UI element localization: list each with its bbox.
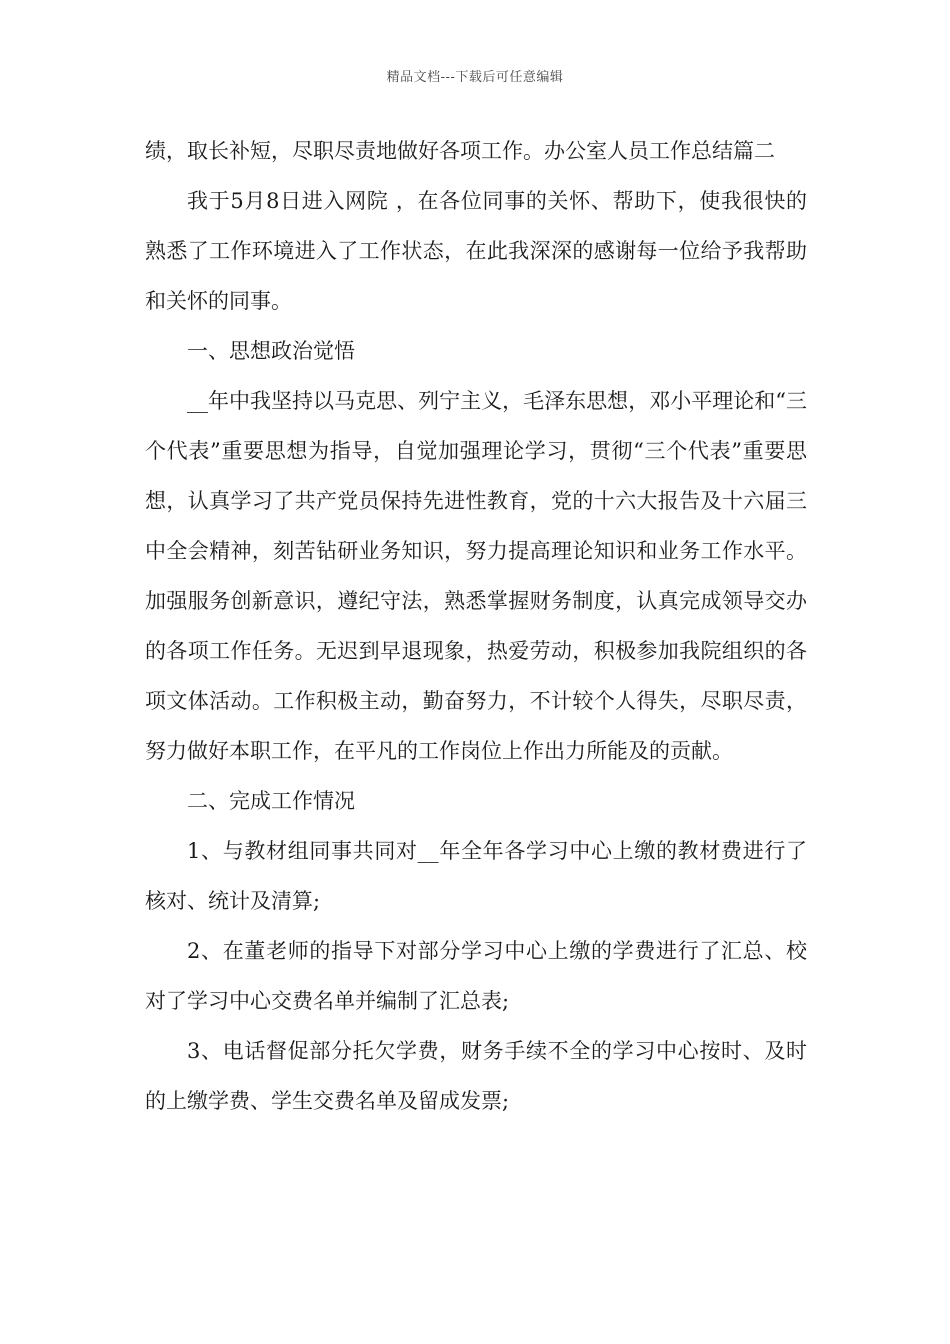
list-item-3: 3、电话督促部分托欠学费，财务手续不全的学习中心按时、及时的上缴学费、学生交费名单及留成发票; (145, 1039, 807, 1113)
paragraph-political: __年中我坚持以马克思、列宁主义，毛泽东思想，邓小平理论和“三个代表”重要思想为指导，自觉加强理论学习，贯彻“三个代表”重要思想，认真学习了共产党员保持先进性教育，党的十六大报告及十六届三中全会精神，刻苦钻研业务知识，努力提高理论知识和业务工作水平。加强服务创新意识，遵纪守法，熟悉掌握财务制度，认真完成领导交办的各项工作任务。无迟到早退现象，热爱劳动，积极参加我院组织的各项文体活动。工作积极主动，勤奋努力，不计较个人得失，尽职尽责，努力做好本职工作，在平凡的工作岗位上作出力所能及的贡献。 (145, 389, 807, 763)
section-heading-work: 二、完成工作情况 (187, 789, 355, 813)
paragraph-continuation: 绩，取长补短，尽职尽责地做好各项工作。办公室人员工作总结篇二 (145, 139, 775, 163)
document-body (145, 126, 807, 1126)
list-item-1: 1、与教材组同事共同对__年全年各学习中心上缴的教材费进行了核对、统计及清算; (145, 839, 807, 913)
page-header: 精品文档---下载后可任意编辑 (386, 70, 564, 85)
list-item-2: 2、在董老师的指导下对部分学习中心上缴的学费进行了汇总、校对了学习中心交费名单并编制了汇总表; (145, 939, 807, 1013)
section-heading-political: 一、思想政治觉悟 (187, 339, 355, 363)
paragraph-intro: 我于5月8日进入网院 ，在各位同事的关怀、帮助下，使我很快的熟悉了工作环境进入了工作状态，在此我深深的感谢每一位给予我帮助和关怀的同事。 (145, 189, 807, 313)
